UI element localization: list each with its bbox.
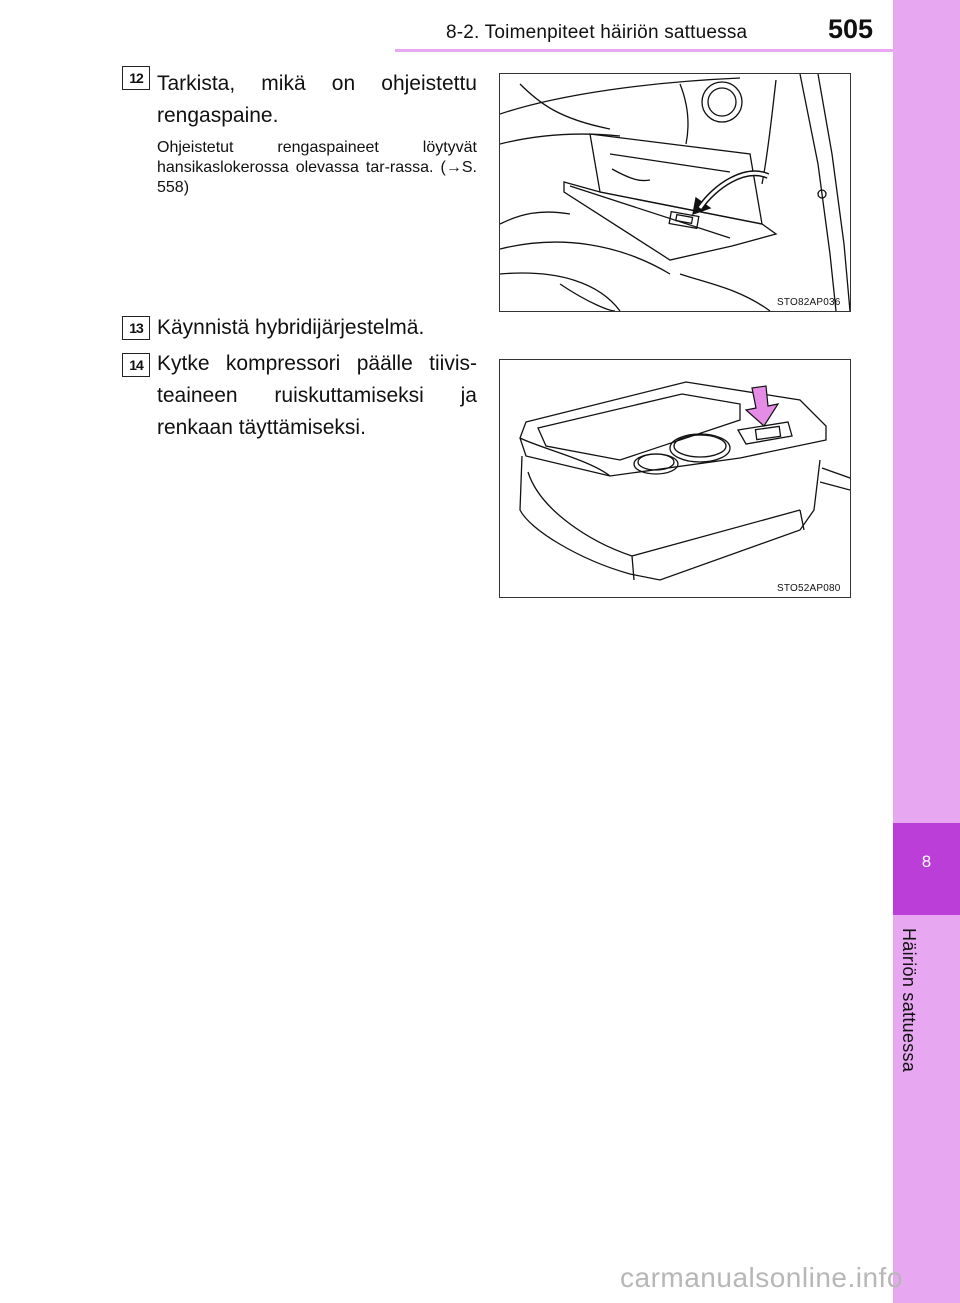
chapter-title: Häiriön sattuessa <box>899 928 919 1073</box>
page-number: 505 <box>828 14 874 44</box>
figure-code-glovebox: STO82AP036 <box>777 297 841 308</box>
step-number-14: 14 <box>122 353 150 377</box>
glovebox-illustration <box>499 73 851 312</box>
chapter-number: 8 <box>921 852 932 871</box>
section-title: 8-2. Toimenpiteet häiriön sattuessa <box>446 22 748 43</box>
step-text-14: Kytke kompressori päälle tiivis-teaineen ruiskuttamiseksi ja renkaan täyttämiseksi. <box>157 352 477 439</box>
watermark: carmanualsonline.info <box>620 1262 903 1293</box>
compressor-illustration <box>499 359 851 598</box>
step-text-13: Käynnistä hybridijärjestelmä. <box>157 316 425 339</box>
step-number-13: 13 <box>122 316 150 340</box>
step-number-12: 12 <box>122 66 150 90</box>
header-rule <box>395 49 893 52</box>
step-note-12: Ohjeistetut rengaspaineet löytyvät hansikaslokerossa olevassa tar-rassa. (→S. 558) <box>157 139 477 196</box>
chapter-side-tab <box>893 0 960 1303</box>
figure-code-compressor: STO52AP080 <box>777 583 841 594</box>
step-text-12: Tarkista, mikä on ohjeistettu rengaspaine. <box>157 72 477 127</box>
